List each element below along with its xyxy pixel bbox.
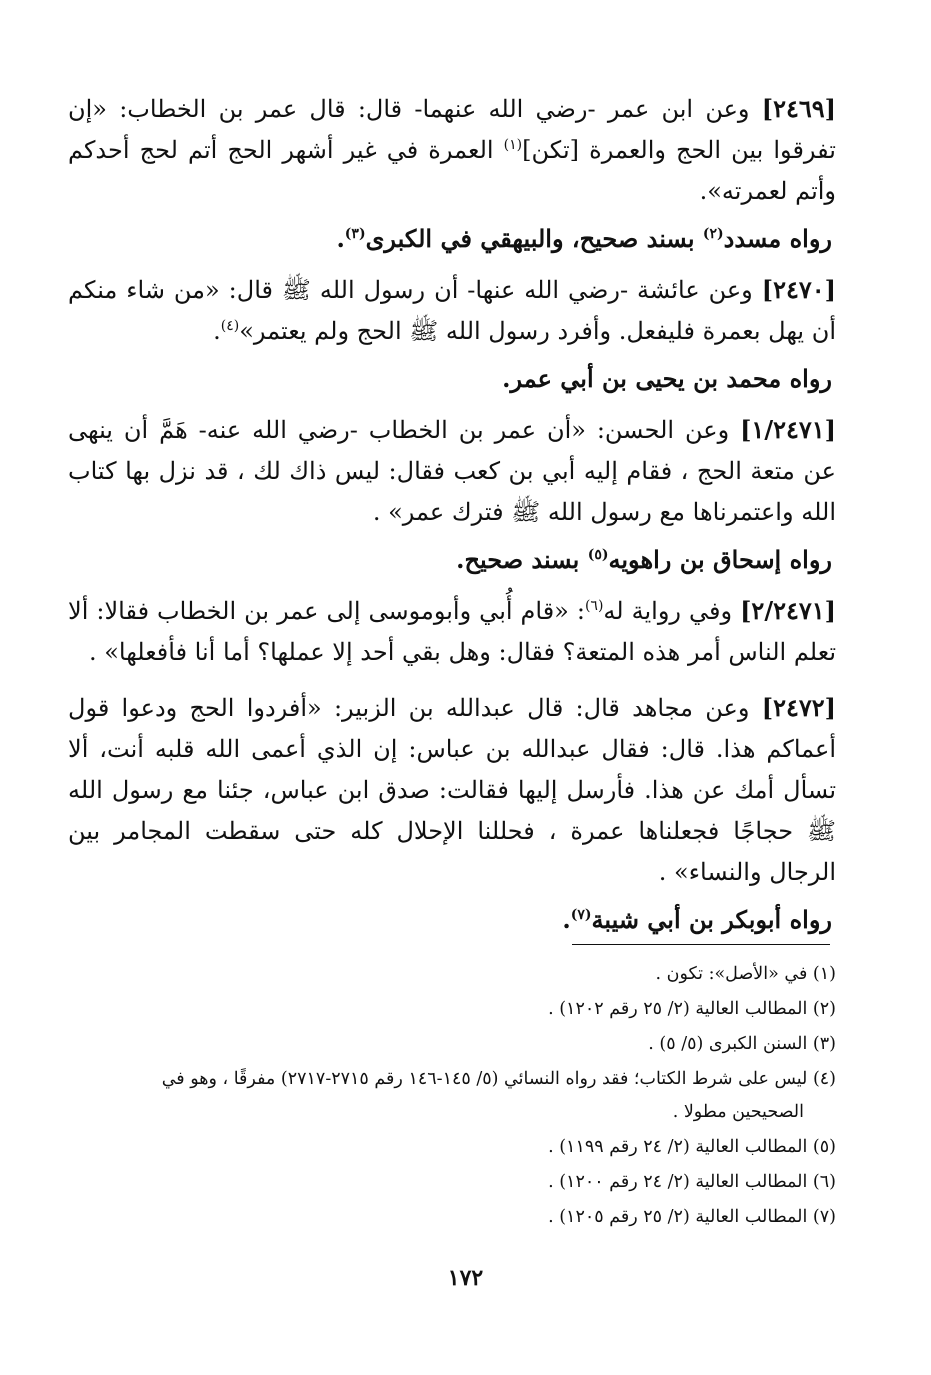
hadith-text: . [213, 317, 221, 345]
source-text: . [562, 905, 571, 934]
footnote-item: (٧) المطالب العالية (٢/ ٢٥ رقم ١٢٠٥) . [548, 1207, 836, 1227]
hadith-source [68, 218, 836, 259]
page-number: ١٧٢ [447, 1265, 484, 1291]
footnote-item: (١) في «الأصل»: تكون . [655, 964, 836, 984]
hadith-source [68, 358, 836, 399]
hadith-source [68, 539, 836, 580]
footnote-ref[interactable]: (٥) [587, 547, 609, 563]
footnote-item: (٣) السنن الكبرى (٥/ ٥) . [648, 1034, 836, 1054]
hadith-2470 [68, 269, 836, 352]
source-text: رواه مسدد [723, 224, 832, 253]
source-text: رواه أبوبكر بن أبي شيبة [591, 905, 832, 934]
hadith-2471-2 [68, 590, 836, 673]
hadith-text: : «قام أُبي وأبوموسى إلى عمر بن الخطاب فقالا: ألا تعلم الناس أمر هذه المتعة؟ فقال: وهل بقي أحد إلا عملها؟ أما أنا فأفعلها» . [68, 597, 836, 666]
hadith-text: وعن الحسن: «أن عمر بن الخطاب -رضي الله عنه- هَمَّ أن ينهى عن متعة الحج ، فقام إليه أبي بن كعب فقال: ليس ذاك لك ، قد نزل بها كتاب الله واعتمرناها مع رسول الله ﷺ فترك عمر» . [68, 416, 836, 526]
footnote-ref[interactable]: (٤) [220, 318, 240, 334]
source-text: رواه إسحاق بن راهويه [608, 545, 832, 574]
hadith-number: [٢٤٦٩] [761, 94, 836, 123]
source-text: بسند صحيح. [456, 545, 588, 574]
footnote-item: (٦) المطالب العالية (٢/ ٢٤ رقم ١٢٠٠) . [548, 1172, 836, 1192]
footnote-ref[interactable]: (٢) [702, 226, 724, 242]
footnote-item: (٢) المطالب العالية (٢/ ٢٥ رقم ١٢٠٢) . [548, 999, 836, 1019]
hadith-text: وعن ابن عمر -رضي الله عنهما- قال: قال عمر بن الخطاب: «إن تفرقوا بين الحج والعمرة [تكن] [68, 95, 836, 164]
footnote-ref[interactable]: (٣) [344, 226, 366, 242]
source-text: بسند صحيح، والبيهقي في الكبرى [365, 224, 703, 253]
footnotes [68, 958, 836, 1236]
hadith-text: العمرة في غير أشهر الحج أتم لحج أحدكم وأتم لعمرته». [68, 136, 836, 205]
footnote-continuation: الصحيحين مطولا . [672, 1102, 804, 1122]
footnote-ref[interactable]: (١) [503, 137, 523, 153]
hadith-2469 [68, 88, 836, 212]
footnote-ref[interactable]: (٧) [570, 907, 592, 923]
hadith-number: [٢٤٧٢] [761, 693, 836, 722]
source-text: رواه محمد بن يحيى بن أبي عمر. [502, 364, 832, 393]
source-text: . [336, 224, 345, 253]
footnote-item: (٤) ليس على شرط الكتاب؛ فقد رواه النسائي (٥/ ١٤٥-١٤٦ رقم ٢٧١٥-٢٧١٧) مفرقًا ، وهو في [161, 1069, 836, 1089]
hadith-text: وعن مجاهد قال: قال عبدالله بن الزبير: «أفردوا الحج ودعوا قول أعماكم هذا. قال: فقال عبدالله بن عباس: إن الذي أعمى الله قلبه أنت، ألا تسأل أمك عن هذا. فأرسل إليها فقالت: صدق ابن عباس، جئنا مع رسول الله ﷺ حجاجًا فجعلناها عمرة ، فحللنا الإحلال كله حتى سقطت المجامر بين الرجال والنساء» . [68, 694, 836, 886]
footnote-ref[interactable]: (٦) [584, 598, 604, 614]
hadith-2472 [68, 687, 836, 893]
footnote-item: (٥) المطالب العالية (٢/ ٢٤ رقم ١١٩٩) . [548, 1137, 836, 1157]
hadith-number: [١/٢٤٧١] [740, 415, 836, 444]
hadith-number: [٢/٢٤٧١] [740, 596, 836, 625]
hadith-text: وعن عائشة -رضي الله عنها- أن رسول الله ﷺ قال: «من شاء منكم أن يهل بعمرة فليفعل. وأفرد رسول الله ﷺ الحج ولم يعتمر» [68, 276, 836, 345]
hadith-number: [٢٤٧٠] [761, 275, 836, 304]
footnote-divider [572, 944, 830, 945]
hadith-2471-1 [68, 409, 836, 533]
hadith-text: وفي رواية له [603, 597, 741, 625]
hadith-source [68, 899, 836, 940]
